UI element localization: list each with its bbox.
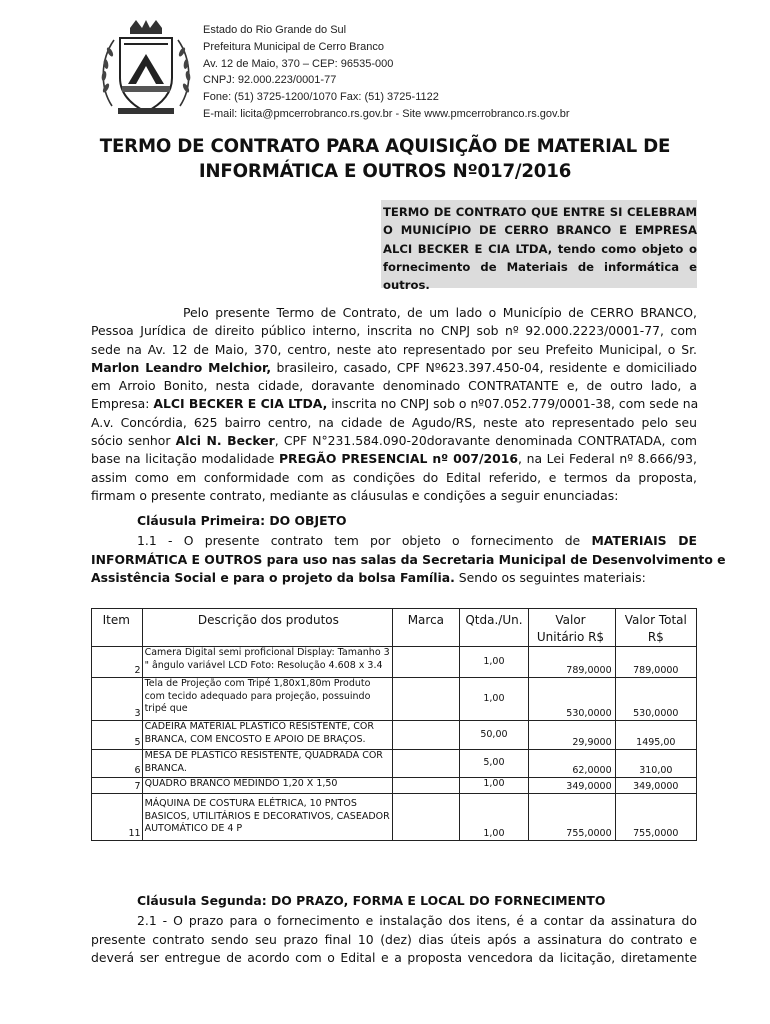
cell-unit-value: 349,0000 xyxy=(529,778,615,794)
cell-brand xyxy=(393,794,459,841)
items-table xyxy=(91,608,697,841)
letterhead-prefecture: Prefeitura Municipal de Cerro Branco xyxy=(203,40,384,53)
table-row xyxy=(92,778,697,794)
cell-total-value: 349,0000 xyxy=(615,778,696,794)
preamble-line: Marlon Leandro Melchior, brasileiro, casado, CPF Nº623.397.450-04, residente e domiciliado xyxy=(91,359,698,375)
cell-brand xyxy=(393,678,459,721)
document-title-line2: INFORMÁTICA E OUTROS Nº017/2016 xyxy=(198,161,572,182)
clause-1-line: Assistência Social e para o projeto da bolsa Família. Sendo os seguintes materiais: xyxy=(91,569,646,585)
cell-unit-value: 755,0000 xyxy=(529,794,615,841)
preamble-line: A.v. Concórdia, 625 bairro centro, na cidade de Agudo/RS, neste ato representado pelo seu xyxy=(91,414,697,430)
column-header-quantity: Qtda./Un. xyxy=(459,609,529,647)
letterhead-cnpj: CNPJ: 92.000.223/0001-77 xyxy=(203,74,337,87)
cell-quantity: 1,00 xyxy=(459,678,529,721)
table-row xyxy=(92,750,697,778)
clause-2-line: presente contrato sendo seu prazo final 10 (dez) dias úteis após a assinatura do contrato e xyxy=(91,931,697,947)
table-row xyxy=(92,721,697,750)
cell-item: 11 xyxy=(92,794,143,841)
cell-description: CADEIRA MATERIAL PLASTICO RESISTENTE, COR BRANCA, COM ENCOSTO E APOIO DE BRAÇOS. xyxy=(142,721,393,750)
preamble-line: firmam o presente contrato, mediante as cláusulas e condições a seguir enunciadas: xyxy=(91,487,619,503)
clause-2 xyxy=(91,892,697,967)
column-header-total-value: Valor Total R$ xyxy=(615,609,696,647)
clause-2-line: 2.1 - O prazo para o fornecimento e instalação dos itens, é a contar da assinatura do xyxy=(137,913,697,929)
preamble-paragraph xyxy=(91,304,697,505)
cell-unit-value: 789,0000 xyxy=(529,647,615,678)
cell-quantity: 1,00 xyxy=(459,778,529,794)
contract-summary-text: TERMO DE CONTRATO QUE ENTRE SI CELEBRAM O MUNICÍPIO DE CERRO BRANCO E EMPRESA ALCI BECKER E CIA LTDA, tendo como objeto o fornecimento de Materiais de informática e outros. xyxy=(383,205,697,293)
cell-item: 7 xyxy=(92,778,143,794)
company-name: ALCI BECKER E CIA LTDA, xyxy=(153,396,328,412)
cell-description: MÁQUINA DE COSTURA ELÉTRICA, 10 PNTOS BASICOS, UTILITÁRIOS E DECORATIVOS, CASEADOR AUTOMÁTICO DE 4 P xyxy=(142,794,393,841)
clause-1 xyxy=(91,512,726,587)
mayor-name: Marlon Leandro Melchior, xyxy=(91,359,272,375)
table-row xyxy=(92,647,697,678)
cell-item: 3 xyxy=(92,678,143,721)
table-row xyxy=(92,794,697,841)
preamble-line: Pelo presente Termo de Contrato, de um lado o Município de CERRO BRANCO, xyxy=(183,305,697,320)
cell-item: 6 xyxy=(92,750,143,778)
cell-total-value: 310,00 xyxy=(615,750,696,778)
cell-brand xyxy=(393,750,459,778)
cell-description: Tela de Projeção com Tripé 1,80x1,80m Produto com tecido adequado para projeção, possuindo tripé que xyxy=(142,678,393,721)
preamble-line: base na licitação modalidade PREGÃO PRESENCIAL nº 007/2016, na Lei Federal nº 8.666/93, xyxy=(91,451,697,467)
cell-quantity: 50,00 xyxy=(459,721,529,750)
column-header-description: Descrição dos produtos xyxy=(142,609,393,647)
cell-description: MESA DE PLASTICO RESISTENTE, QUADRADA COR BRANCA. xyxy=(142,750,393,778)
municipal-coat-of-arms-logo xyxy=(98,18,194,118)
cell-description: QUADRO BRANCO MEDINDO 1,20 X 1,50 xyxy=(142,778,393,794)
column-header-brand: Marca xyxy=(393,609,459,647)
cell-item: 5 xyxy=(92,721,143,750)
cell-total-value: 789,0000 xyxy=(615,647,696,678)
document-title xyxy=(80,134,690,184)
cell-quantity: 1,00 xyxy=(459,647,529,678)
clause-2-title: Cláusula Segunda: DO PRAZO, FORMA E LOCAL DO FORNECIMENTO xyxy=(137,893,606,908)
letterhead-address: Av. 12 de Maio, 370 – CEP: 96535-000 xyxy=(203,57,394,70)
preamble-line: Empresa: ALCI BECKER E CIA LTDA, inscrita no CNPJ sob o nº07.052.779/0001-38, com sede na xyxy=(91,396,699,412)
letterhead-state: Estado do Rio Grande do Sul xyxy=(203,24,347,36)
clause-1-line: 1.1 - O presente contrato tem por objeto o fornecimento de MATERIAIS DE xyxy=(137,533,697,549)
clause-2-line: deverá ser entregue de acordo com o Edital e a proposta vencedora da licitação, diretamente xyxy=(91,949,697,965)
cell-quantity: 5,00 xyxy=(459,750,529,778)
partner-name: Alci N. Becker xyxy=(175,433,275,449)
column-header-item: Item xyxy=(92,609,143,647)
clause-1-line: INFORMÁTICA E OUTROS para uso nas salas da Secretaria Municipal de Desenvolvimento e xyxy=(91,551,726,567)
cell-unit-value: 530,0000 xyxy=(529,678,615,721)
preamble-line: sócio senhor Alci N. Becker, CPF N°231.584.090-20doravante denominada CONTRATADA, com xyxy=(91,433,698,449)
preamble-line: Pessoa Jurídica de direito público interno, inscrita no CNPJ sob nº 92.000.2223/0001-77, com xyxy=(91,323,697,339)
letterhead xyxy=(203,22,570,123)
bidding-modality: PREGÃO PRESENCIAL nº 007/2016 xyxy=(278,451,519,467)
table-row xyxy=(92,678,697,721)
cell-total-value: 530,0000 xyxy=(615,678,696,721)
table-header-row xyxy=(92,609,697,647)
cell-brand xyxy=(393,647,459,678)
cell-brand xyxy=(393,721,459,750)
column-header-unit-value: Valor Unitário R$ xyxy=(529,609,615,647)
cell-total-value: 755,0000 xyxy=(615,794,696,841)
preamble-line: assim como em conformidade com as condições do Edital referido, e termos da proposta, xyxy=(91,469,697,485)
cell-total-value: 1495,00 xyxy=(615,721,696,750)
preamble-line: sede na Av. 12 de Maio, 370, centro, neste ato representado por seu Prefeito Municipal, o Sr. xyxy=(91,341,697,357)
cell-brand xyxy=(393,778,459,794)
contract-summary-box xyxy=(381,200,697,293)
letterhead-email: E-mail: licita@pmcerrobranco.rs.gov.br - Site www.pmcerrobranco.rs.gov.br xyxy=(203,107,570,120)
cell-item: 2 xyxy=(92,647,143,678)
cell-description: Camera Digital semi proficional Display: Tamanho 3 " ângulo variável LCD Foto: Resolução 4.608 x 3.4 xyxy=(142,647,393,678)
document-title-line1: TERMO DE CONTRATO PARA AQUISIÇÃO DE MATERIAL DE xyxy=(99,136,671,157)
preamble-line: em Arroio Bonito, nesta cidade, doravante denominado CONTRATANTE e, de outro lado, a xyxy=(91,378,697,394)
cell-quantity: 1,00 xyxy=(459,794,529,841)
letterhead-phone: Fone: (51) 3725-1200/1070 Fax: (51) 3725-1122 xyxy=(203,91,439,104)
clause-1-title: Cláusula Primeira: DO OBJETO xyxy=(137,513,347,528)
cell-unit-value: 62,0000 xyxy=(529,750,615,778)
cell-unit-value: 29,9000 xyxy=(529,721,615,750)
